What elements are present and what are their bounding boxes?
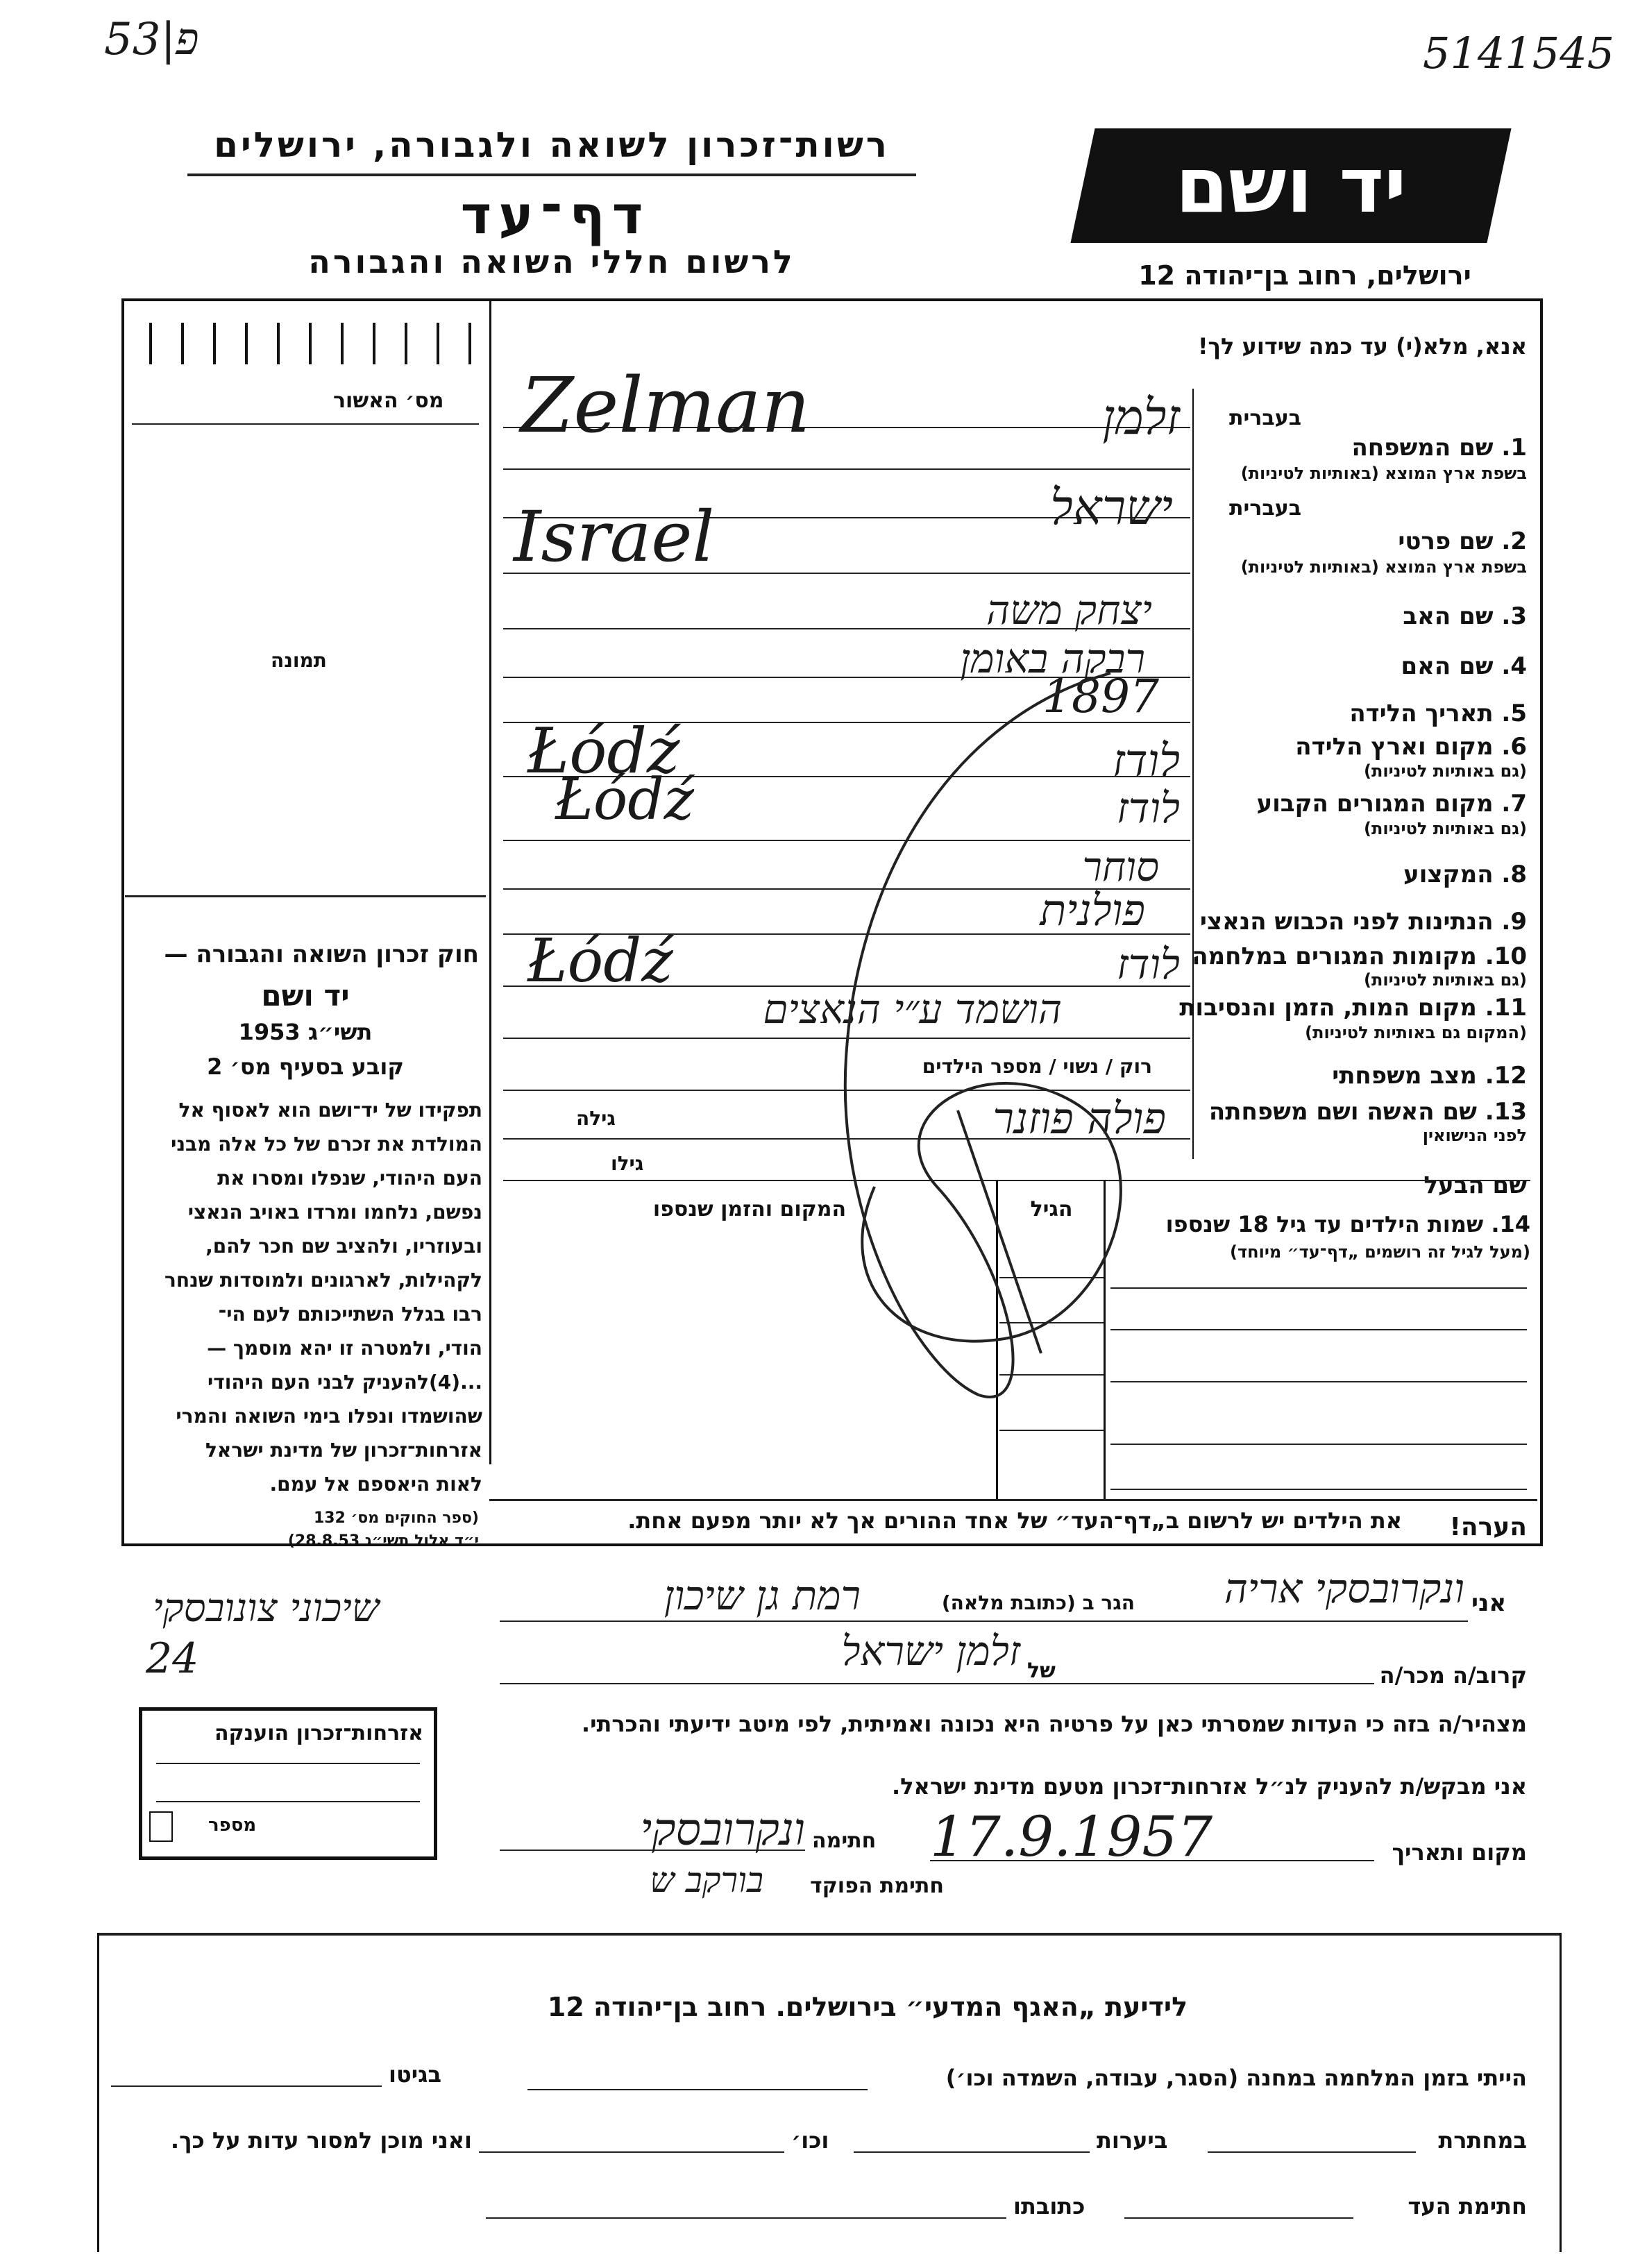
logo [1070,128,1511,243]
wartime-residence-hebrew: לודז [1116,940,1180,989]
approval-number-label: מס׳ האשור [333,389,444,413]
father-name-value: יצחק משה [986,586,1152,634]
field-10-num: 10. [1485,942,1527,970]
bottom-line1-text: הייתי בזמן המלחמה במחנה (הסגר, עבודה, השמדה וכו׳) [945,2065,1527,2091]
header-underline [187,174,916,176]
header-address: ירושלים, רחוב בן־יהודה 12 [1138,260,1471,291]
declarant-name: ונקרובסקי אריה [1224,1565,1464,1612]
field-13-label [1201,1098,1527,1126]
birth-date-value: 1897 [1042,670,1159,723]
declarant-line [500,1620,1468,1622]
field-7-sub: (גם באותיות לטיניות) [1364,819,1527,838]
bottom-forests-label: ביערות [1097,2127,1168,2153]
children-subtitle: (מעל לגיל זה רושמים „דף־עד״ מיוחד) [1230,1242,1530,1262]
children-col-age: הגיל [1030,1197,1073,1221]
clerk-signature-value: בורקב ש [650,1860,763,1900]
field-9-label [1201,908,1527,936]
law-clause: קובע בסעיף מס׳ 2 [207,1053,404,1080]
law-name: יד ושם [261,979,350,1013]
field-7-text: מקום המגורים הקבוע [1256,790,1494,818]
page-title: דף־עד [460,184,650,246]
children-line [999,1430,1104,1431]
field-9-text: הנתינות לפני הכבוש הנאצי [1199,908,1494,936]
field-12-num: 12. [1485,1062,1527,1090]
field-11-sub: (המקום גם באותיות לטיניות) [1305,1023,1527,1042]
field-5-text: תאריך הלידה [1349,700,1494,727]
law-reference-1: (ספר החוקים מס׳ 132 [313,1509,479,1527]
field-3-num: 3. [1501,602,1527,630]
husband-name-label: שם הבעל [1423,1171,1527,1199]
field-1-note: בעברית [1229,406,1301,430]
field-1-sub: בשפת ארץ המוצא (באותיות לטיניות) [1240,464,1527,483]
field-13-num: 13. [1485,1098,1527,1126]
citizenship-value: פולנית [1040,885,1145,936]
field-11-label [1179,994,1527,1022]
bottom-address-label: כתובתו [1013,2193,1085,2219]
field-10-sub: (גם באותיות לטיניות) [1364,970,1527,990]
field-1-label [1201,434,1527,462]
citizenship-box-corner [149,1811,173,1842]
profession-value: סוחר [1082,843,1159,890]
field-4-label [1201,652,1527,680]
entry-line [503,468,1190,470]
photo-rule [125,895,486,897]
field-2-label [1201,527,1527,555]
bottom-heading: לידיעת „האגף המדעי״ בירושלים. רחוב בן־יהודה 12 [547,1992,1188,2022]
citizenship-box-number: מספר [208,1815,257,1836]
clerk-signature-label: חתימת הפוקד [810,1874,944,1898]
bottom-section-top [97,1933,1562,1936]
field-6-text: מקום וארץ הלידה [1295,733,1494,761]
field-4-num: 4. [1501,652,1527,680]
law-line: המולדת את זכרם של כל אלה מבני [171,1133,482,1156]
field-11-text: מקום המות, הזמן והנסיבות [1179,994,1477,1022]
field-10-text: מקומות המגורים במלחמה [1192,942,1477,970]
note-top-rule [489,1499,1537,1501]
field-2-note: בעברית [1229,496,1301,521]
photo-label: תמונה [271,649,327,672]
signature-label: חתימה [812,1829,877,1853]
husband-age-label: גילו [611,1152,644,1175]
citizenship-box-line [156,1763,420,1764]
law-year: תשי״ג 1953 [238,1019,373,1045]
surname-latin: Zelman [521,361,811,450]
law-line: לקהילות, לארגונים ולמוסדות שנחר [164,1269,482,1292]
wife-age-label: גילה [576,1107,616,1130]
field-8-text: המקצוע [1403,861,1494,888]
firstname-latin: Israel [514,496,715,577]
marital-options: רוק / נשוי / מספר הילדים [922,1055,1152,1078]
field-1-num: 1. [1501,434,1527,462]
law-line: אזרחות־זכרון של מדינת ישראל [205,1439,482,1462]
death-place-value: הושמד ע״י הנאצים [763,985,1062,1033]
field-5-label [1201,700,1527,727]
children-col-place: המקום והזמן שנספו [652,1197,847,1221]
field-7-label [1201,790,1527,818]
citizenship-box-title: אזרחות־זכרון הוענקה [214,1721,423,1745]
field-5-num: 5. [1501,700,1527,727]
law-line: שהושמדו ונפלו בימי השואה והמרי [176,1405,482,1428]
bottom-witness-signature-blank [1124,2217,1353,2219]
children-line [1110,1489,1527,1490]
field-6-sub: (גם באותיות לטיניות) [1364,761,1527,781]
surname-hebrew: זלמן [1102,389,1180,446]
declarant-address-label: הגר ב (כתובת מלאה) [941,1591,1135,1614]
law-line: נפשם, נלחמו ומרדו באויב הנאצי [187,1201,482,1224]
signature-line [500,1850,805,1851]
approval-rule [132,423,479,425]
field-6-num: 6. [1501,733,1527,761]
field-8-num: 8. [1501,861,1527,888]
field-13-sub: לפני הנישואין [1422,1126,1527,1145]
bottom-underground-blank [1208,2151,1416,2153]
bottom-underground-label: במחתרת [1438,2127,1527,2153]
place-date-label: מקום ותאריך [1392,1839,1527,1865]
bottom-ready-text: ואני מוכן למסור עדות על כך. [170,2127,472,2153]
note-text: את הילדים יש לרשום ב„דף־העד״ של אחד ההורים אך לא יותר מפעם אחת. [627,1507,1402,1534]
law-line: ...(4)להעניק לבני העם היהודי [208,1371,482,1394]
field-3-label [1201,602,1527,630]
logo-text: יד ושם [1175,141,1407,230]
birthplace-hebrew: לודז [1112,736,1180,787]
law-line: תפקידו של יד־ושם הוא לאסוף אל [178,1099,482,1122]
barcode-ticks [149,323,482,364]
relation-of-name: זלמן ישראל [841,1627,1020,1675]
bottom-section-right [1560,1933,1562,2252]
form-instruction: אנא, מלא(י) עד כמה שידוע לך! [1197,333,1527,359]
bottom-address-blank [486,2217,1006,2219]
place-date-value: 17.9.1957 [930,1804,1213,1869]
bottom-witness-signature-label: חתימת העד [1408,2193,1527,2219]
field-1-text: שם המשפחה [1351,434,1494,462]
margin-number: 24 [146,1634,199,1683]
residence-hebrew: לודז [1116,784,1180,833]
law-text [128,1093,482,1501]
field-2-num: 2. [1501,527,1527,555]
bottom-forests-blank [854,2151,1090,2153]
signature-value: ונקרובסקי [640,1804,805,1856]
declarant-address: רמת גן שיכון [664,1572,861,1619]
declaration-text: מצהיר/ה בזה כי העדות שמסרתי כאן על פרטיה היא נכונה ואמיתית, לפי מיטב ידיעתי והכרתי. [581,1711,1527,1737]
law-line: רבו בגלל השתייכותם לעם הי־ [218,1303,482,1326]
field-2-sub: בשפת ארץ המוצא (באותיות לטיניות) [1240,557,1527,577]
header-subtitle: לרשום חללי השואה והגבורה [308,243,795,280]
field-11-num: 11. [1485,994,1527,1022]
residence-latin: Łódź [555,767,694,833]
law-line: הודי, ולמטרה זו יהא מוסמך — [207,1337,482,1360]
firstname-hebrew: ישראל [1049,479,1173,536]
bottom-etc-label: וכו׳ [791,2127,829,2153]
field-3-text: שם האב [1403,602,1494,630]
field-10-label [1192,942,1527,970]
bottom-ghetto-label: בגיטו [389,2061,441,2088]
law-title: חוק זכרון השואה והגבורה — [164,940,479,968]
request-text: אני מבקש/ת להעניק לנ״ל אזרחות־זכרון מטעם מדינת ישראל. [892,1773,1527,1800]
field-4-text: שם האם [1401,652,1494,680]
field-12-label [1201,1062,1527,1090]
field-9-num: 9. [1501,908,1527,936]
relation-line [500,1683,1374,1684]
bottom-ghetto-blank [111,2085,382,2087]
citizenship-box-line [156,1801,420,1802]
law-reference-2: י״ד אלול תשי״ג 28.8.53) [287,1532,479,1550]
margin-address: שיכוני צונובסקי [153,1586,380,1631]
field-2-text: שם פרטי [1398,527,1494,555]
wartime-residence-latin: Łódź [527,926,673,996]
bottom-line1-blank [527,2089,868,2090]
field-13-text: שם האשה ושם משפחתה [1208,1098,1477,1126]
law-line: לאות היאספם אל עמם. [269,1473,482,1496]
corner-number-left: 53|פ [104,14,199,65]
relation-label: קרוב/ה מכר/ה [1379,1662,1527,1689]
bottom-etc-blank [479,2151,784,2153]
birthplace-latin: Łódź [527,715,680,788]
note-label: הערה! [1449,1513,1527,1541]
form-divider [489,298,491,1464]
law-line: העם היהודי, שנפלו ומסרו את [217,1167,482,1190]
scribble-mark [750,659,1194,1423]
of-label: של [1027,1659,1056,1683]
children-line [1110,1444,1527,1445]
field-7-num: 7. [1501,790,1527,818]
corner-number-right: 5141545 [1423,28,1615,78]
declarant-prefix: אני [1471,1589,1507,1617]
header-org: רשות־זכרון לשואה ולגבורה, ירושלים [214,125,890,165]
wife-name-value: פולה פוזנר [992,1093,1166,1144]
field-12-text: מצב משפחתי [1332,1062,1477,1090]
bottom-section-left [97,1933,99,2252]
date-line [930,1860,1374,1861]
law-line: ובעוזריו, ולהציב שם חכר להם, [205,1235,482,1258]
children-title: 14. שמות הילדים עד גיל 18 שנספו [1165,1211,1530,1237]
field-8-label [1201,861,1527,888]
mother-name-value: רבקה באומן [960,635,1145,682]
field-6-label [1201,733,1527,761]
